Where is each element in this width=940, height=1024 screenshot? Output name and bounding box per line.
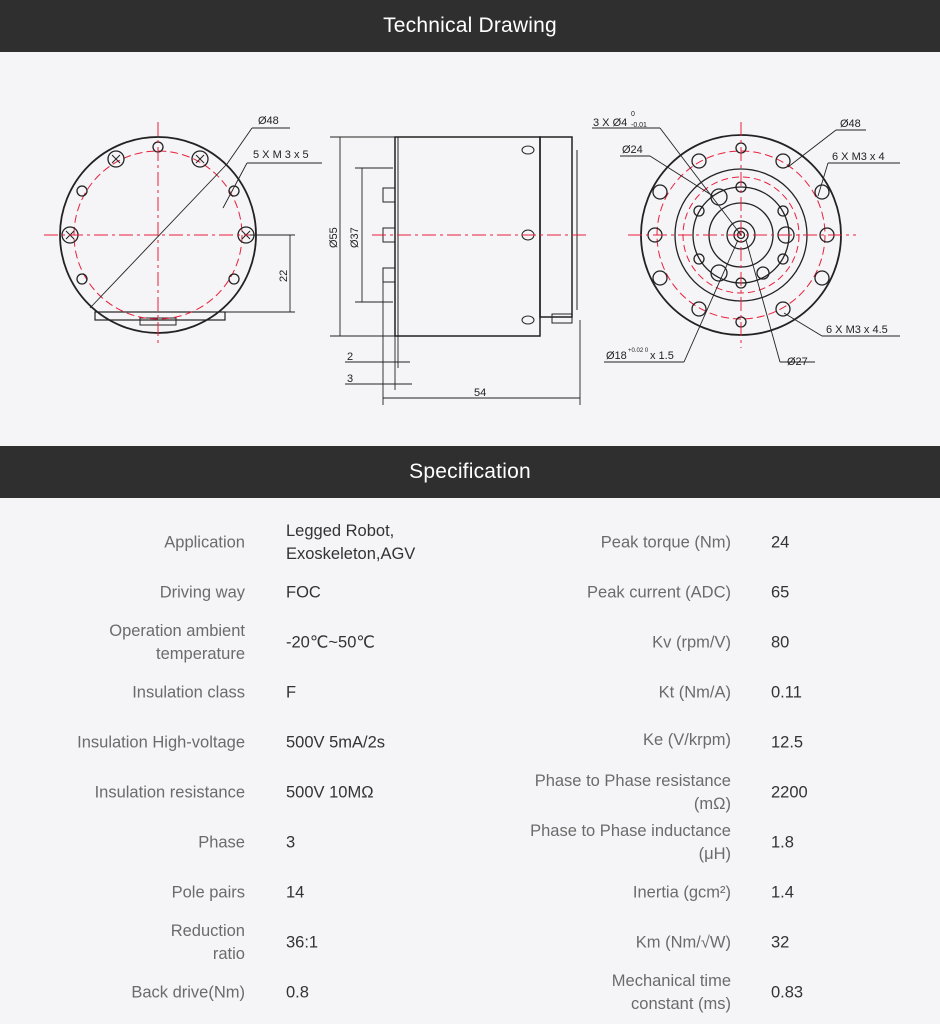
spec-row: [0, 818, 940, 868]
drawing-svg: [0, 52, 940, 446]
spec-row: [0, 718, 940, 768]
spec-label: Mechanical time constant (ms): [611, 972, 731, 1013]
spec-value: 36:1: [286, 933, 319, 952]
spec-value: FOC: [286, 583, 321, 602]
spec-row: [0, 568, 940, 618]
spec-row: [0, 968, 940, 1018]
spec-label: Pole pairs: [171, 883, 245, 902]
spec-value: 500V 10MΩ: [286, 783, 374, 802]
spec-label: Phase to Phase inductance (μH): [530, 822, 731, 863]
side-outer-dia-label: Ø55: [328, 227, 340, 248]
spec-value: 1.4: [771, 883, 794, 902]
spec-label: Insulation class: [132, 683, 245, 702]
spec-label: Peak torque (Nm): [600, 533, 731, 552]
spec-row: [0, 518, 940, 568]
spec-label: Insulation High-voltage: [77, 733, 245, 752]
spec-value: 3: [286, 833, 296, 852]
spec-label: Insulation resistance: [94, 783, 245, 802]
side-inner-dia-label: Ø37: [349, 227, 361, 248]
technical-drawing-header: [0, 0, 940, 52]
spec-value: 1.8: [771, 833, 794, 852]
spec-label: Kv (rpm/V): [652, 633, 731, 652]
spec-row: [0, 918, 940, 968]
spec-label: Km (Nm/√W): [635, 933, 731, 952]
back-dia27-label: Ø27: [787, 356, 808, 368]
back-pin-tol-upper: 0: [631, 111, 635, 118]
side-view: [383, 137, 577, 336]
specification-title: Specification: [409, 460, 531, 483]
spec-label: Phase: [198, 833, 245, 852]
spec-value: 500V 5mA/2s: [286, 733, 386, 752]
spec-label: Operation ambient temperature: [109, 622, 245, 663]
side-dim-3-label: 3: [347, 373, 354, 385]
spec-value: -20℃~50℃: [286, 633, 375, 652]
spec-label: Peak current (ADC): [587, 583, 731, 602]
back-pin-label: 3 X Ø4: [593, 117, 628, 129]
spec-label: Ke (V/krpm): [642, 731, 731, 749]
technical-drawing-title: Technical Drawing: [383, 14, 557, 37]
spec-value: 24: [771, 533, 790, 552]
spec-label: Application: [164, 533, 245, 552]
back-pin-tol-lower: -0.01: [631, 122, 647, 129]
spec-value: 65: [771, 583, 790, 602]
spec-value: 0.11: [771, 683, 802, 702]
back-dia48-label: Ø48: [840, 118, 861, 130]
spec-label: Back drive(Nm): [131, 983, 245, 1002]
spec-value: 2200: [771, 783, 808, 802]
spec-value: F: [286, 683, 297, 702]
specification-table: [0, 498, 940, 1024]
front-height-label: 22: [278, 269, 290, 282]
spec-label: Inertia (gcm²): [632, 883, 731, 902]
front-holes-label: 5 X M 3 x 5: [253, 149, 309, 161]
side-dim-2-label: 2: [347, 351, 354, 363]
spec-value: Legged Robot, Exoskeleton,AGV: [286, 522, 416, 563]
spec-value: 0.8: [286, 983, 309, 1002]
spec-label: Driving way: [159, 583, 245, 602]
spec-value: 32: [771, 933, 790, 952]
back-bore-depth: x 1.5: [650, 350, 674, 362]
spec-label: Kt (Nm/A): [658, 683, 731, 702]
back-bore-tol: +0.02 0: [628, 348, 649, 354]
spec-value: 0.83: [771, 983, 804, 1002]
back-dia24-label: Ø24: [622, 144, 643, 156]
spec-row: [0, 768, 940, 818]
spec-value: 80: [771, 633, 790, 652]
spec-row: [0, 618, 940, 668]
spec-value: 12.5: [771, 733, 804, 752]
front-dia-label: Ø48: [258, 115, 279, 127]
technical-drawing: [0, 52, 940, 446]
spec-row: [0, 668, 940, 718]
back-bore-label: Ø18: [606, 350, 627, 362]
spec-value: 14: [286, 883, 305, 902]
back-holes-m3-4-label: 6 X M3 x 4: [832, 151, 885, 163]
specification-header: [0, 446, 940, 498]
back-holes-m3-45-label: 6 X M3 x 4.5: [826, 324, 888, 336]
spec-label: Reduction ratio: [170, 922, 245, 963]
spec-row: [0, 868, 940, 918]
side-length-label: 54: [474, 387, 487, 399]
spec-label: Phase to Phase resistance (mΩ): [534, 772, 731, 813]
